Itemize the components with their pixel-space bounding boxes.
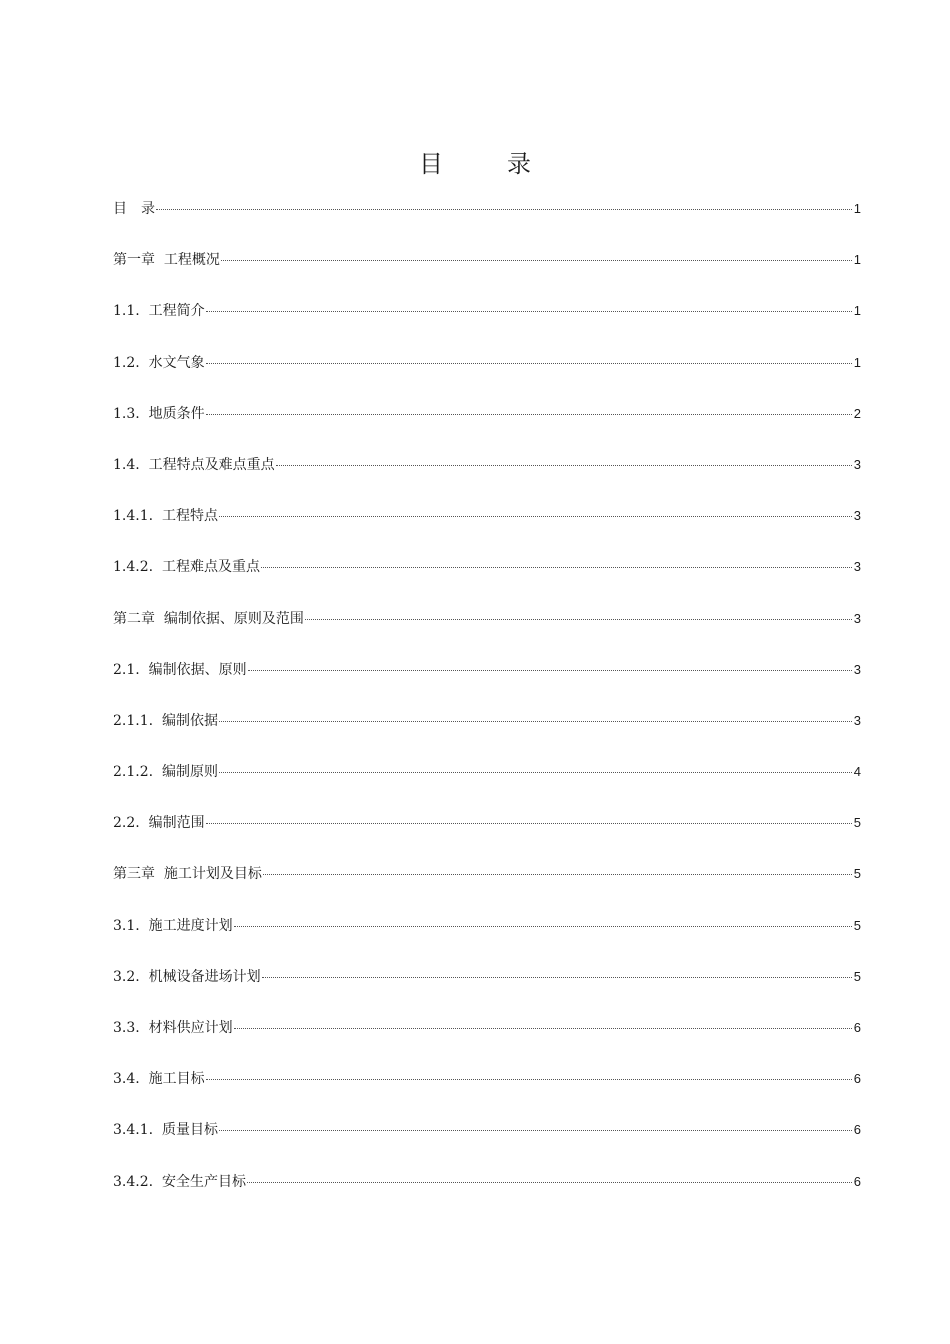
toc-page-number: 6: [853, 1020, 861, 1035]
toc-dot-leader: [276, 465, 852, 466]
toc-entry[interactable]: [113, 295, 861, 346]
toc-entry-text: 3.4.2. 安全生产目标: [113, 1173, 246, 1190]
toc-dot-leader: [305, 619, 852, 620]
toc-page-number: 3: [853, 456, 861, 472]
toc-entry-text: 第二章 编制依据、原则及范围: [113, 610, 304, 627]
toc-page-number: 6: [853, 1122, 861, 1138]
toc-entry[interactable]: [113, 449, 861, 500]
toc-entry-text: 3.1. 施工进度计划: [113, 917, 233, 934]
toc-entry[interactable]: [113, 1063, 861, 1114]
toc-entry[interactable]: [113, 1166, 861, 1217]
toc-page-number: 5: [853, 917, 861, 933]
toc-entry-text: 第一章 工程概况: [113, 252, 220, 269]
toc-entry-text: 1.2. 水文气象: [113, 354, 205, 371]
toc-entry-text: 3.2. 机械设备进场计划: [113, 968, 261, 985]
toc-entry[interactable]: [113, 1012, 861, 1063]
toc-page-number: 1: [853, 303, 861, 319]
toc-dot-leader: [234, 1028, 852, 1029]
toc-entry[interactable]: [113, 756, 861, 807]
toc-entry-text: 2.1. 编制依据、原则: [113, 661, 247, 678]
toc-entry[interactable]: [113, 603, 861, 654]
toc-dot-leader: [219, 1130, 852, 1131]
toc-entry-text: 2.1.2. 编制原则: [113, 764, 218, 781]
toc-entry-text: 2.2. 编制范围: [113, 815, 205, 832]
toc-dot-leader: [261, 567, 852, 568]
toc-dot-leader: [248, 670, 852, 671]
toc-entry-text: 2.1.1. 编制依据: [113, 712, 218, 729]
toc-page-number: 3: [853, 508, 861, 524]
toc-dot-leader: [219, 516, 852, 517]
toc-entry[interactable]: [113, 244, 861, 295]
toc-entry-text: 3.4. 施工目标: [113, 1071, 205, 1088]
toc-entry-text: 目 录: [113, 201, 155, 217]
toc-entry-text: 第三章 施工计划及目标: [113, 866, 262, 883]
toc-page-number: 6: [853, 1071, 861, 1087]
toc-page-number: 5: [853, 866, 861, 882]
toc-page-number: 6: [853, 1173, 861, 1189]
toc-page-number: 3: [853, 610, 861, 626]
toc-dot-leader: [219, 772, 852, 773]
toc-title: 目 录: [419, 150, 551, 178]
toc-entry-text: 1.4.1. 工程特点: [113, 508, 218, 525]
toc-dot-leader: [156, 209, 852, 210]
toc-entry[interactable]: [113, 500, 861, 551]
toc-page-number: 5: [853, 815, 861, 831]
toc-dot-leader: [206, 363, 852, 364]
toc-entry-text: 1.4.2. 工程难点及重点: [113, 559, 260, 576]
toc-page-number: 5: [853, 968, 861, 984]
toc-entry-text: 3.4.1. 质量目标: [113, 1122, 218, 1139]
toc-dot-leader: [206, 414, 852, 415]
toc-dot-leader: [219, 721, 852, 722]
toc-entry[interactable]: [113, 858, 861, 909]
toc-entry-text: 3.3. 材料供应计划: [113, 1020, 233, 1036]
toc-entry-text: 1.4. 工程特点及难点重点: [113, 456, 275, 473]
toc-page-number: 3: [853, 559, 861, 575]
toc-entry[interactable]: [113, 398, 861, 449]
toc-list: [113, 193, 861, 1217]
toc-page-number: 1: [853, 354, 861, 370]
toc-entry[interactable]: [113, 551, 861, 602]
toc-entry[interactable]: [113, 807, 861, 858]
toc-page-number: 2: [853, 405, 861, 421]
toc-dot-leader: [263, 874, 852, 875]
toc-dot-leader: [206, 311, 852, 312]
toc-entry-text: 1.3. 地质条件: [113, 405, 205, 422]
toc-dot-leader: [206, 1079, 852, 1080]
toc-entry[interactable]: [113, 705, 861, 756]
toc-entry[interactable]: [113, 1114, 861, 1165]
toc-page-number: 1: [853, 201, 861, 216]
toc-page-number: 1: [853, 252, 861, 268]
toc-entry-text: 1.1. 工程简介: [113, 303, 205, 320]
toc-page-number: 3: [853, 661, 861, 677]
toc-page-number: 4: [853, 764, 861, 780]
toc-dot-leader: [221, 260, 852, 261]
toc-dot-leader: [234, 926, 852, 927]
toc-entry[interactable]: [113, 654, 861, 705]
toc-entry[interactable]: [113, 347, 861, 398]
toc-entry[interactable]: [113, 193, 861, 244]
toc-dot-leader: [262, 977, 852, 978]
toc-dot-leader: [206, 823, 852, 824]
toc-dot-leader: [247, 1182, 852, 1183]
toc-entry[interactable]: [113, 910, 861, 961]
toc-page-number: 3: [853, 712, 861, 728]
toc-entry[interactable]: [113, 961, 861, 1012]
